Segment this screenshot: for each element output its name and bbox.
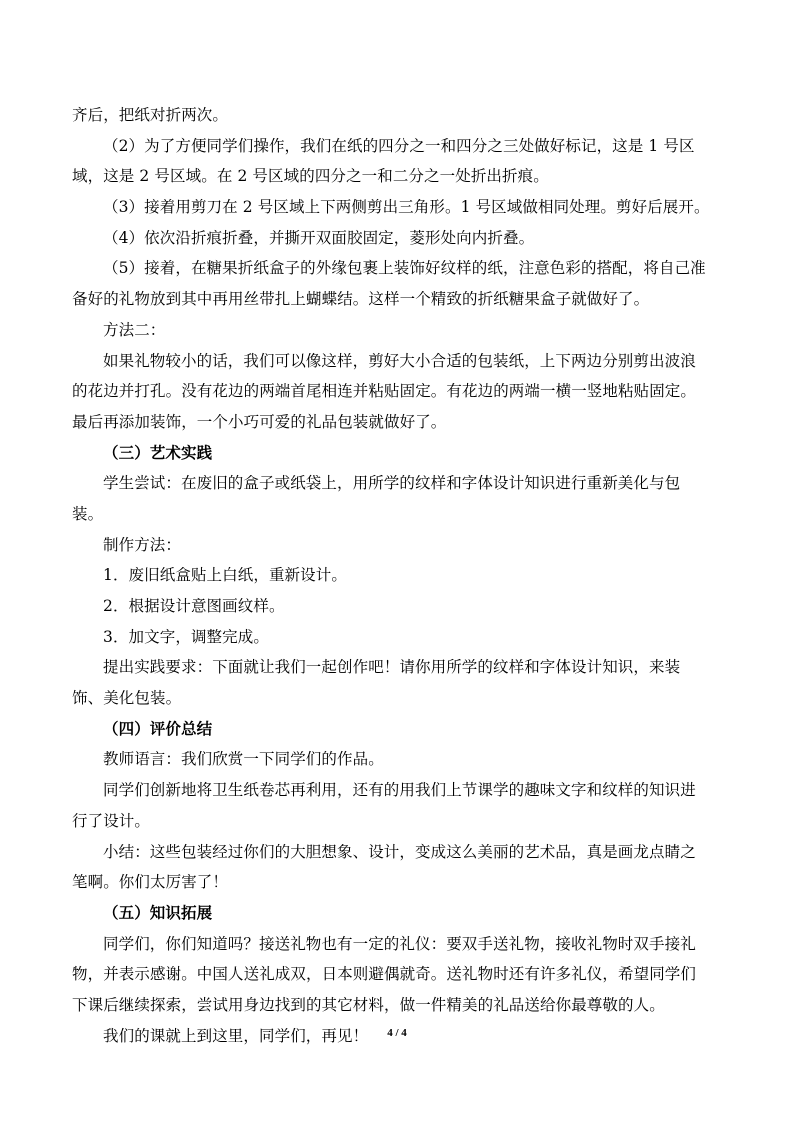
paragraph-line: 制作方法： xyxy=(103,535,182,554)
document-body xyxy=(72,100,724,1051)
paragraph-line: 方法二： xyxy=(103,320,166,339)
paragraph-line: 教师语言：我们欣赏一下同学们的作品。 xyxy=(103,750,384,769)
paragraph-line: （2）为了方便同学们操作，我们在纸的四分之一和四分之三处做好标记，这是 1 号区 xyxy=(103,136,695,155)
paragraph-line: 物，并表示感谢。中国人送礼成双，日本则避偶就奇。送礼物时还有许多礼仪，希望同学们 xyxy=(72,965,697,984)
paragraph-line: 饰、美化包装。 xyxy=(72,689,182,708)
section-heading: （五）知识拓展 xyxy=(103,902,213,922)
paragraph-line: 下课后继续探索，尝试用身边找到的其它材料，做一件精美的礼品送给你最尊敬的人。 xyxy=(72,995,665,1014)
paragraph-line: 小结：这些包装经过你们的大胆想象、设计，变成这么美丽的艺术品，真是画龙点睛之 xyxy=(103,842,696,861)
paragraph-line: 行了设计。 xyxy=(72,811,151,830)
paragraph-line: 如果礼物较小的话，我们可以像这样，剪好大小合适的包装纸，上下两边分别剪出波浪 xyxy=(103,351,696,370)
paragraph-line: 最后再添加装饰，一个小巧可爱的礼品包装就做好了。 xyxy=(72,412,447,431)
paragraph-line: 提出实践要求：下面就让我们一起创作吧！请你用所学的纹样和字体设计知识，来装 xyxy=(103,658,681,677)
list-item: 1．废旧纸盒贴上白纸，重新设计。 xyxy=(103,566,347,585)
section-heading: （三）艺术实践 xyxy=(103,442,213,462)
paragraph-line: 域，这是 2 号区域。在 2 号区域的四分之一和二分之一处折出折痕。 xyxy=(72,167,549,186)
page-number: 4 / 4 xyxy=(387,1027,407,1039)
paragraph-line: 装。 xyxy=(72,504,104,523)
paragraph-line: 的花边并打孔。没有花边的两端首尾相连并粘贴固定。有花边的两端一横一竖地粘贴固定。 xyxy=(72,382,697,401)
paragraph-line: 笔啊。你们太厉害了！ xyxy=(72,873,229,892)
paragraph-line: 备好的礼物放到其中再用丝带扎上蝴蝶结。这样一个精致的折纸糖果盒子就做好了。 xyxy=(72,290,650,309)
paragraph-line: 同学们，你们知道吗？接送礼物也有一定的礼仪：要双手送礼物，接收礼物时双手接礼 xyxy=(103,934,696,953)
paragraph-line: 我们的课就上到这里，同学们，再见！ xyxy=(103,1026,369,1045)
paragraph-line: 齐后，把纸对折两次。 xyxy=(72,106,229,124)
list-item: 3．加文字，调整完成。 xyxy=(103,627,269,646)
paragraph-line: 同学们创新地将卫生纸卷芯再利用，还有的用我们上节课学的趣味文字和纹样的知识进 xyxy=(103,781,696,800)
paragraph-line: （5）接着，在糖果折纸盒子的外缘包裹上装饰好纹样的纸，注意色彩的搭配，将自己准 xyxy=(103,259,706,278)
paragraph-line: （3）接着用剪刀在 2 号区域上下两侧剪出三角形。1 号区域做相同处理。剪好后展开。 xyxy=(103,198,710,217)
list-item: 2．根据设计意图画纹样。 xyxy=(103,597,285,615)
paragraph-line: （4）依次沿折痕折叠，并撕开双面胶固定，菱形处向内折叠。 xyxy=(103,228,535,247)
paragraph-line: 学生尝试：在废旧的盒子或纸袋上，用所学的纹样和字体设计知识进行重新美化与包 xyxy=(103,474,681,493)
section-heading: （四）评价总结 xyxy=(103,718,213,738)
